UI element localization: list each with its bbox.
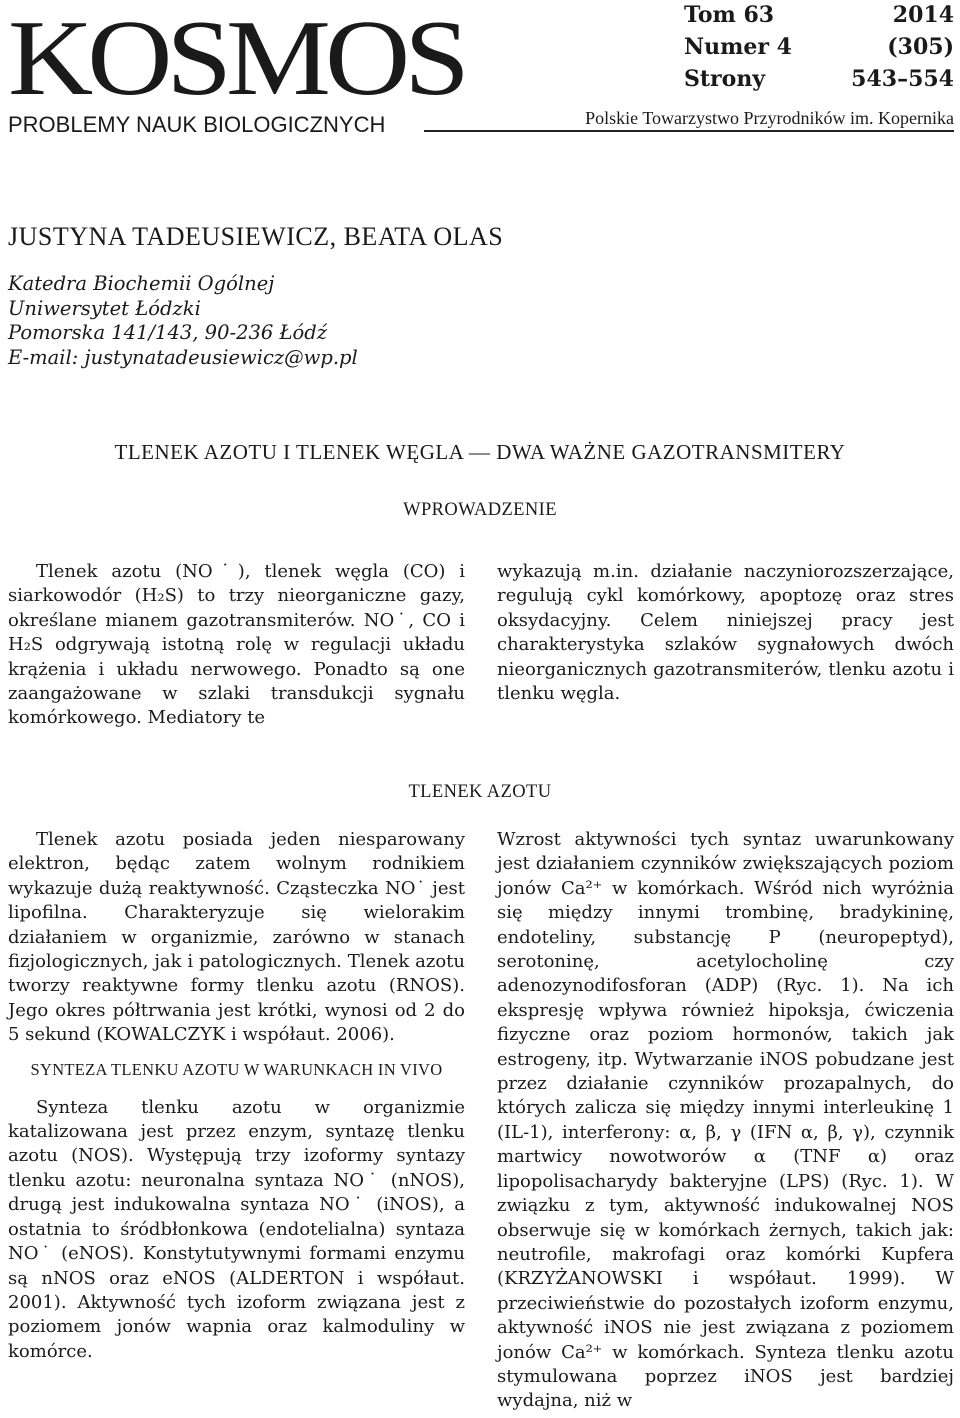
- body-right-column: [497, 828, 954, 1414]
- intro-left-column: [8, 560, 465, 731]
- body-paragraph: Tlenek azotu posiada jeden niesparowany elektron, będąc zatem wolnym rodnikiem wykazuje dużą reaktywność. Cząsteczka NO˙ jest lipofilna. Charakteryzuje się wielorakim działaniem w organizmie, zarówno w stanach fizjologicznych, jak i patologicznych. Tlenek azotu tworzy reaktywne formy tlenku azotu (RNOS). Jego okres półtrwania jest krótki, wynosi od 2 do 5 sekund (KOWALCZYK i współaut. 2006).: [8, 829, 465, 1046]
- body-left-column: [8, 828, 465, 1364]
- body-paragraph: Synteza tlenku azotu w organizmie katalizowana jest przez enzym, syntazę tlenku azotu (NOS). Występują trzy izoformy syntazy tlenku azotu: neuronalna syntaza NO˙ (nNOS), drugą jest indukowalna syntaza NO˙ (iNOS), a ostatnia to śródbłonkowa (endotelialna) syntaza NO˙ (eNOS). Konstytutywnymi formami enzymu są nNOS oraz eNOS (ALDERTON i współaut. 2001). Aktywność tych izoform związana jest z poziomem jonów wapnia oraz kalmoduliny w komórce.: [8, 1096, 465, 1362]
- article-title: TLENEK AZOTU I TLENEK WĘGLA — DWA WAŻNE GAZOTRANSMITERY: [114, 440, 846, 464]
- affiliation-email: E-mail: justynatadeusiewicz@wp.pl: [8, 345, 358, 369]
- affiliation: [8, 272, 358, 370]
- intro-paragraph: Tlenek azotu (NO˙), tlenek węgla (CO) i siarkowodór (H₂S) to trzy nieorganiczne gazy, określane mianem gazotransmiterów. NO˙, CO i H₂S odgrywają istotną rolę w regulacji układu krążenia i układu nerwowego. Ponadto są one zaangażowane w szlaki transdukcji sygnału komórkowego. Mediatory te: [8, 561, 465, 729]
- volume-label: Tom 63: [684, 2, 775, 28]
- pages-label: Strony: [684, 66, 766, 92]
- intro-right-column: [497, 560, 954, 706]
- affiliation-line: Pomorska 141/143, 90-236 Łódź: [8, 321, 328, 344]
- issue-label: Numer 4: [684, 34, 792, 60]
- affiliation-line: Katedra Biochemii Ogólnej: [8, 272, 275, 295]
- year: 2014: [892, 2, 954, 28]
- journal-logo: KOSMOS: [8, 0, 464, 118]
- section-heading-no: TLENEK AZOTU: [408, 782, 552, 802]
- page-range: 543–554: [851, 66, 954, 92]
- authors: JUSTYNA TADEUSIEWICZ, BEATA OLAS: [8, 222, 504, 251]
- intro-paragraph-continued: wykazują m.in. działanie naczyniorozszerzające, regulują cykl komórkowy, apoptozę oraz stres oksydacyjny. Celem niniejszej pracy jest charakterystyka szlaków sygnałowych dwóch nieorganicznych gazotransmiterów, tlenku azotu i tlenku węgla.: [497, 561, 954, 705]
- subsection-heading-synthesis: SYNTEZA TLENKU AZOTU W WARUNKACH IN VIVO: [30, 1059, 443, 1079]
- issue-sequence: (305): [887, 34, 954, 60]
- section-heading-intro: WPROWADZENIE: [403, 500, 557, 520]
- affiliation-line: Uniwersytet Łódzki: [8, 296, 201, 320]
- journal-subtitle: PROBLEMY NAUK BIOLOGICZNYCH: [8, 112, 386, 137]
- society-name: Polskie Towarzystwo Przyrodników im. Kopernika: [585, 108, 954, 128]
- header-rule: [424, 130, 954, 132]
- body-paragraph: Wzrost aktywności tych syntaz uwarunkowany jest działaniem czynników zwiększających poziom jonów Ca²⁺ w komórkach. Wśród nich wyróżnia się między innymi trombinę, bradykininę, endoteliny, substancję P (neuropeptyd), serotoninę, acetylocholinę czy adenozynodifosforan (ADP) (Ryc. 1). Na ich ekspresję wpływa również hipoksja, ćwiczenia fizyczne oraz poziom hormonów, takich jak estrogeny, itp. Wytwarzanie iNOS pobudzane jest przez działanie czynników prozapalnych, do których zalicza się między innymi interleukinę 1 (IL-1), interferony: α, β, γ (IFN α, β, γ), czynnik martwicy nowotworów α (TNF α) oraz lipopolisacharydy bakteryjne (LPS) (Ryc. 1). W związku z tym, aktywność indukowalnej NOS obserwuje się w komórkach żernych, takich jak: neutrofile, makrofagi oraz komórki Kupfera (KRZYŻANOWSKI i współaut. 1999). W przeciwieństwie do pozostałych izoform enzymu, aktywność iNOS nie jest związana z poziomem jonów Ca²⁺ w komórkach. Synteza tlenku azotu stymulowana poprzez iNOS jest bardziej wydajna, niż w: [497, 829, 954, 1412]
